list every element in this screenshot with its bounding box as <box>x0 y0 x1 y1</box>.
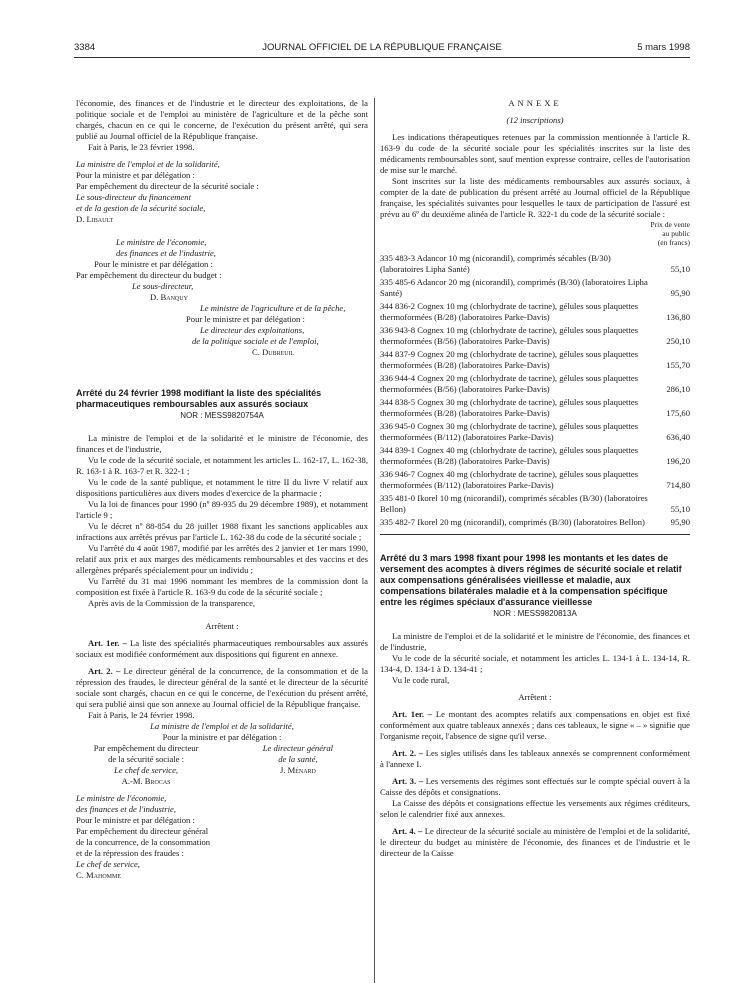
signature-block-1 <box>76 159 368 225</box>
medication-entry: 335 481-0 Ikorel 10 mg (nicorandil), comprimés sécables (B/30) (laboratoires Bellon) <box>380 493 648 514</box>
sig-line: de la politique sociale et de l'emploi, <box>192 336 319 346</box>
body-paragraph: Vu la loi de finances pour 1990 (nº 89-935 du 29 décembre 1989), et notamment l'article 9 ; <box>76 499 368 520</box>
article-text: Les sigles utilisés dans les tableaux annexés se comprennent conformément à l'annexe I. <box>380 748 690 769</box>
list-item <box>380 277 690 299</box>
medication-price: 175,60 <box>666 408 690 418</box>
done-line: Fait à Paris, le 23 février 1998. <box>88 142 195 152</box>
medication-price: 250,10 <box>666 336 690 346</box>
article-text: La liste des spécialités pharmaceutiques remboursables aux assurés sociaux est modifiée conformément aux dispositions qui figurent en annexe. <box>76 638 368 659</box>
body-paragraph: Après avis de la Commission de la transparence, <box>88 598 256 608</box>
signatory-name: D. Libault <box>76 214 114 224</box>
medication-price: 286,10 <box>666 384 690 394</box>
page-number: 3384 <box>74 42 96 53</box>
annexe-heading: ANNEXE <box>508 98 562 108</box>
done-line: Fait à Paris, le 24 février 1998. <box>88 710 195 720</box>
section-rule <box>380 534 690 535</box>
medication-entry: 335 483-3 Adancor 10 mg (nicorandil), comprimés sécables (B/30) (laboratoires Lipha Santé) <box>380 253 611 274</box>
medication-price: 95,90 <box>670 517 690 527</box>
list-item <box>380 373 690 395</box>
arretent-heading: Arrêtent : <box>518 692 552 702</box>
medication-price: 636,40 <box>666 432 690 442</box>
list-item <box>380 469 690 491</box>
medication-entry: 336 946-7 Cognex 40 mg (chlorhydrate de tacrine), gélules sous plaquettes thermoformées (B/112) (laboratoires Parke-Davis) <box>380 469 638 490</box>
sig-line: Par empêchement du directeur <box>93 743 199 753</box>
body-paragraph: Vu le code rural, <box>392 675 450 685</box>
annexe-paragraph: Les indications thérapeutiques retenues par la commission mentionnée à l'article R. 163-9 du code de la sécurité sociale pour les spécialités inscrites sur la liste des médicaments remboursables sont, sauf mention expresse contraire, celles de l'autorisation de mise sur le marché. <box>380 132 690 175</box>
price-head-line: (en francs) <box>657 238 690 247</box>
medication-price: 95,90 <box>670 288 690 298</box>
list-item <box>380 421 690 443</box>
medication-price: 55,10 <box>670 504 690 514</box>
signatory-name: D. Banquy <box>150 292 188 302</box>
right-column <box>380 98 690 859</box>
sig-line: Le sous-directeur, <box>132 281 194 291</box>
medication-list <box>380 253 690 528</box>
body-paragraph: La ministre de l'emploi et de la solidarité et le ministre de l'économie, des finances et de l'industrie, <box>76 433 368 454</box>
sig-line: des finances et de l'industrie, <box>116 248 216 258</box>
signature-block-2 <box>76 237 368 303</box>
price-head-line: au public <box>662 229 690 238</box>
signatory-name: C. Mahomme <box>76 870 122 880</box>
article-text: Le directeur de la sécurité sociale au ministère de l'emploi et de la solidarité, le directeur du budget au ministère de l'économie, des finances et de l'industrie et le directeur de la Caisse <box>380 826 690 858</box>
article-text: Les versements des régimes sont effectués sur le compte spécial ouvert à la Caisse des dépôts et consignations. <box>380 776 690 797</box>
page-header <box>74 42 690 56</box>
body-paragraph: Vu le décret nº 88-854 du 28 juillet 1988 fixant les sanctions applicables aux infractions aux arrêtés prévus par l'article L. 162-38 du code de la sécurité sociale ; <box>76 521 368 542</box>
sig-line: Le ministre de l'agriculture et de la pêche, <box>200 303 346 313</box>
sig-line: Le chef de service, <box>76 859 140 869</box>
medication-entry: 335 482-7 Ikorel 20 mg (nicorandil), comprimés (B/30) (laboratoires Bellon) <box>380 517 645 527</box>
arretent-heading: Arrêtent : <box>205 621 239 631</box>
medication-entry: 344 836-2 Cognex 10 mg (chlorhydrate de tacrine), gélules sous plaquettes thermoformées (B/28) (laboratoires Parke-Davis) <box>380 301 638 322</box>
sig-line: Pour la ministre et par délégation : <box>162 732 282 742</box>
sig-line: de la sécurité sociale : <box>108 754 185 764</box>
sig-line: Pour le ministre et par délégation : <box>76 815 195 825</box>
sig-line: Par empêchement du directeur de la sécurité sociale : <box>76 181 259 191</box>
left-column <box>76 98 368 881</box>
medication-price: 155,70 <box>666 360 690 370</box>
nor-reference: NOR : MESS9820754A <box>180 411 264 420</box>
medication-entry: 344 839-1 Cognex 40 mg (chlorhydrate de tacrine), gélules sous plaquettes thermoformées (B/28) (laboratoires Parke-Davis) <box>380 445 638 466</box>
article-text: Le directeur général de la concurrence, de la consommation et de la répression des fraudes, le directeur général de la santé et le directeur de la sécurité sociale sont chargés, chacun en ce qui le concerne, de l'exécution du présent arrêté, qui sera publié ainsi que son annexe au Journal officiel de la République française. <box>76 666 368 709</box>
sig-line: de la santé, <box>278 754 318 764</box>
signatory-name: C. Dubreuil <box>252 347 295 357</box>
body-paragraph: Vu l'arrêté du 4 août 1987, modifié par les arrêtés des 2 janvier et 1er mars 1990, relatif aux prix et aux marges des médicaments remboursables et des vaccins et des allergènes préparés spécialement pour un individu ; <box>76 543 368 575</box>
price-column-header <box>380 220 690 247</box>
sig-line: Pour la ministre et par délégation : <box>76 170 195 180</box>
signatory-name: J. Ménard <box>279 765 316 775</box>
sig-line: Le ministre de l'économie, <box>76 793 167 803</box>
medication-price: 136,80 <box>666 312 690 322</box>
list-item <box>380 301 690 323</box>
signature-block-3 <box>76 303 368 358</box>
signature-block-4 <box>76 743 368 787</box>
article-label: Art. 2. – <box>392 748 424 758</box>
annexe-paragraph: Sont inscrites sur la liste des médicaments remboursables aux assurés sociaux, à compter de la date de publication du présent arrêté au Journal officiel de la République française, les spécialités suivantes pour lesquelles le taux de participation de l'assuré est prévu au 6º du deuxième alinéa de l'article R. 322-1 du code de la sécurité sociale : <box>380 176 690 219</box>
column-divider <box>374 98 375 983</box>
sig-line: Le directeur général <box>262 743 334 753</box>
sig-line: La ministre de l'emploi et de la solidarité, <box>150 721 294 731</box>
sig-line: Par empêchement du directeur général <box>76 826 209 836</box>
header-rule <box>74 57 690 58</box>
list-item <box>380 349 690 371</box>
sig-line: des finances et de l'industrie, <box>76 804 176 814</box>
nor-reference: NOR : MESS9820813A <box>493 609 577 618</box>
body-paragraph: La ministre de l'emploi et de la solidarité et le ministre de l'économie, des finances et de l'industrie, <box>380 631 690 652</box>
inscriptions-count: (12 inscriptions) <box>506 115 564 125</box>
sig-line: Par empêchement du directeur du budget : <box>76 270 222 280</box>
medication-price: 714,80 <box>666 480 690 490</box>
medication-entry: 336 943-8 Cognex 10 mg (chlorhydrate de tacrine), gélules sous plaquettes thermoformées (B/56) (laboratoires Parke-Davis) <box>380 325 638 346</box>
sig-line: Pour le ministre et par délégation : <box>186 314 305 324</box>
medication-entry: 344 838-5 Cognex 30 mg (chlorhydrate de tacrine), gélules sous plaquettes thermoformées (B/28) (laboratoires Parke-Davis) <box>380 397 638 418</box>
article-label: Art. 2. – <box>88 666 121 676</box>
medication-entry: 336 945-0 Cognex 30 mg (chlorhydrate de tacrine), gélules sous plaquettes thermoformées (B/112) (laboratoires Parke-Davis) <box>380 421 638 442</box>
decree-title: Arrêté du 3 mars 1998 fixant pour 1998 les montants et les dates de versement des acomptes à divers régimes de sécurité sociale et relatif aux compensations généralisées vieillesse et maladie, aux compensations bilatérales maladie et à la compensation spécifique entre les régimes spéciaux d'assurance vieillesse <box>380 553 682 607</box>
list-item <box>380 325 690 347</box>
body-paragraph: Vu le code de la sécurité sociale, et notamment les articles L. 134-1 à L. 134-14, R. 134-4, D. 134-1 à D. 134-41 ; <box>380 653 690 674</box>
medication-entry: 344 837-9 Cognex 20 mg (chlorhydrate de tacrine), gélules sous plaquettes thermoformées (B/28) (laboratoires Parke-Davis) <box>380 349 638 370</box>
body-paragraph: Vu le code de la sécurité sociale, et notamment les articles L. 162-17, L. 162-38, R. 163-1 à R. 163-7 et R. 322-1 ; <box>76 455 368 476</box>
intro-paragraph: l'économie, des finances et de l'industrie et le directeur des exploitations, de la politique sociale et de l'emploi au ministère de l'agriculture et de la pêche sont chargés, chacun en ce qui le concerne, de l'exécution du présent arrêté, qui sera publié au Journal officiel de la République française. <box>76 98 368 141</box>
decree-title: Arrêté du 24 février 1998 modifiant la liste des spécialités pharmaceutiques remboursables aux assurés sociaux <box>76 388 322 409</box>
medication-entry: 335 485-6 Adancor 20 mg (nicorandil), comprimés (B/30) (laboratoires Lipha Santé) <box>380 277 648 298</box>
article-text: Le montant des acomptes relatifs aux compensations en objet est fixé conformément aux quatre tableaux annexés ; dans ces tableaux, le signe « – » signifie que l'organisme reçoit, l'absence de signe qu'il verse. <box>380 709 690 741</box>
signatory-name: A.-M. Brocas <box>121 776 171 786</box>
article-text: La Caisse des dépôts et consignations effectue les versements aux régimes créditeurs, selon le calendrier fixé aux annexes. <box>380 798 690 819</box>
sig-line: et de la répression des fraudes : <box>76 848 184 858</box>
price-head-line: Prix de vente <box>650 220 690 229</box>
list-item <box>380 493 690 515</box>
issue-date: 5 mars 1998 <box>637 42 690 53</box>
signature-block-5 <box>76 793 266 881</box>
journal-title: JOURNAL OFFICIEL DE LA RÉPUBLIQUE FRANÇAISE <box>262 42 502 53</box>
list-item <box>380 445 690 467</box>
sig-line: Le directeur des exploitations, <box>200 325 305 335</box>
sig-line: Le chef de service, <box>114 765 179 775</box>
sig-line: Le ministre de l'économie, <box>116 237 207 247</box>
sig-line: La ministre de l'emploi et de la solidarité, <box>76 159 220 169</box>
sig-line: de la concurrence, de la consommation <box>76 837 211 847</box>
article-label: Art. 1er. – <box>392 709 433 719</box>
body-paragraph: Vu l'arrêté du 31 mai 1996 nommant les membres de la commission dont la composition est fixée à l'article R. 163-9 du code de la sécurité sociale ; <box>76 576 368 597</box>
list-item <box>380 397 690 419</box>
sig-line: Pour le ministre et par délégation : <box>94 259 213 269</box>
body-paragraph: Vu le code de la santé publique, et notamment le titre II du livre V relatif aux dispositions particulières aux divers modes d'exercice de la pharmacie ; <box>76 477 368 498</box>
sig-line: Le sous-directeur du financement <box>76 192 191 202</box>
article-label: Art. 3. – <box>392 776 424 786</box>
article-label: Art. 4. – <box>392 826 423 836</box>
medication-entry: 336 944-4 Cognex 20 mg (chlorhydrate de tacrine), gélules sous plaquettes thermoformées (B/56) (laboratoires Parke-Davis) <box>380 373 638 394</box>
medication-price: 55,10 <box>670 264 690 274</box>
medication-price: 196,20 <box>666 456 690 466</box>
article-label: Art. 1er. – <box>88 638 127 648</box>
list-item <box>380 253 690 275</box>
sig-line: et de la gestion de la sécurité sociale, <box>76 203 206 213</box>
list-item <box>380 517 690 528</box>
